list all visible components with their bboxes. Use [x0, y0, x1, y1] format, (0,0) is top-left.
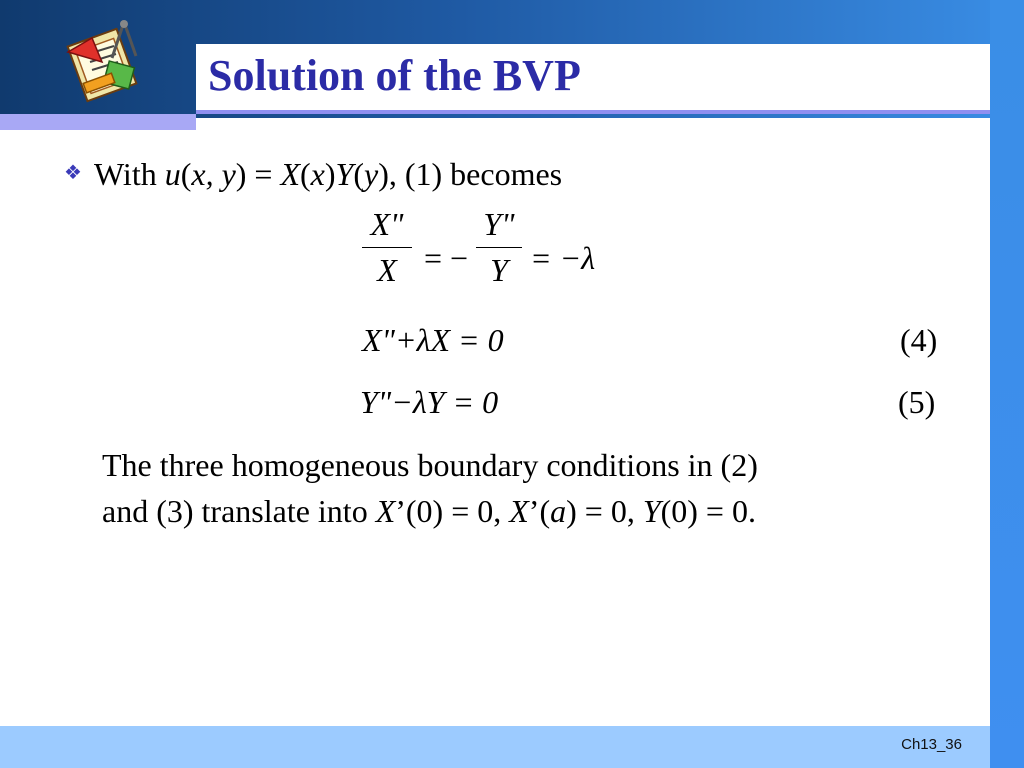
slide-title: Solution of the BVP	[208, 51, 581, 100]
equation-5-label: (5)	[898, 384, 936, 420]
footer-bar	[0, 726, 990, 768]
right-decor-strip	[990, 0, 1024, 768]
fraction-x: X" X	[362, 206, 412, 289]
four-diamond-bullet-icon: ❖	[64, 162, 82, 184]
boundary-conditions-paragraph: The three homogeneous boundary conditions in (2) and (3) translate into X’(0) = 0, X’(a) = 0, Y(0) = 0.	[102, 442, 942, 534]
bullet-line: ❖ With u(x, y) = X(x)Y(y), (1) becomes	[64, 156, 563, 192]
equation-4-label: (4)	[900, 322, 938, 358]
equation-5: Y"−λY = 0	[360, 384, 499, 420]
equation-4: X"+λX = 0	[362, 322, 504, 358]
fraction-y: Y" Y	[476, 206, 522, 289]
equals-minus: = −	[424, 240, 469, 276]
paragraph-line-2: and (3) translate into X’(0) = 0, X’(a) = 0, Y(0) = 0.	[102, 493, 756, 529]
slide-number: Ch13_36	[901, 736, 962, 753]
equals-minus-lambda: = −λ	[530, 240, 596, 276]
